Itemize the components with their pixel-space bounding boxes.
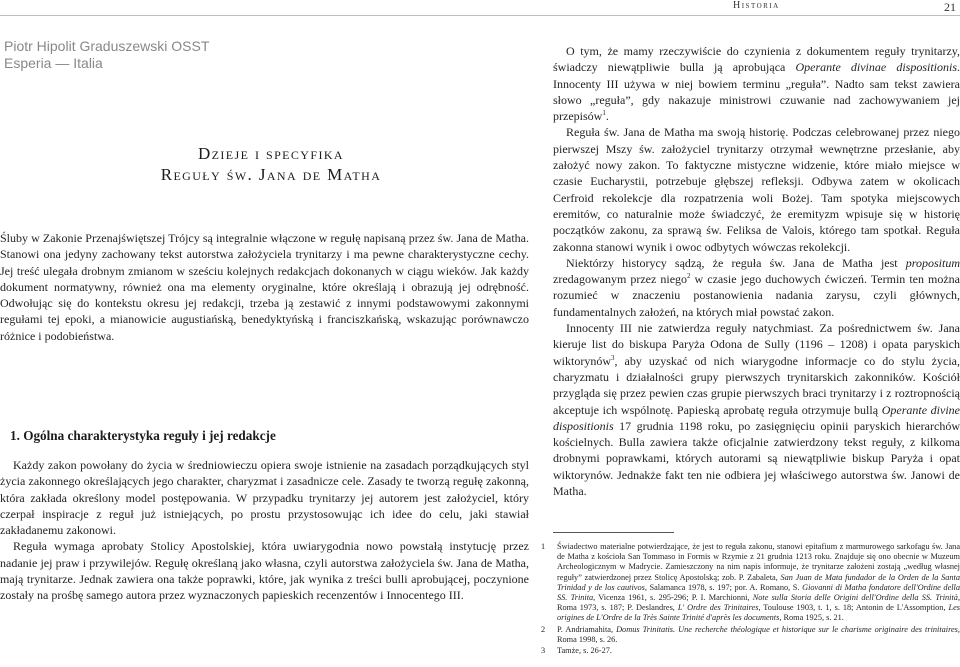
running-head: Historia (733, 0, 780, 11)
section-paragraph-2: Reguła wymaga aprobaty Stolicy Apostolskiej, która uwiarygodnia nowo powstałą instytucję przez nadanie jej praw i przywilejów. Regułę określaną jako własna, czyli autorstwa założyciela św. Jana de Matha, mają trynitarze. Jednak zawiera ona także poprawki, które, jak wynika z treści bulli aprobującej, poczynione zostały na prośbę samego autora przez wyznaczonych papieskich recenzentów i Innocentego III. (0, 539, 529, 603)
right-column (553, 43, 960, 499)
article-title (0, 143, 542, 185)
author-location: Esperia — Italia (4, 55, 103, 71)
right-paragraph-4: Innocenty III nie zatwierdza reguły natychmiast. Za pośrednictwem św. Jana kieruje list do biskupa Paryża Odona de Sully (1196 – 1208) i opata paryskich wiktorynów$^3$, aby uzyskać od nich wiarygodne informacje co do stylu życia, charyzmatu i działalności grupy pierwszych trynitarskich zakonników. Kościół przygląda się przez pewien czas grupie pierwszych braci trynitarzy i z roztropnością akceptuje ich wspólnotę. Papieską aprobatę reguła otrzymuje bullą Operante divine dispositionis 17 grudnia 1198 roku, po zasięgnięciu opinii paryskich hierarchów kościelnych. Bulla zawiera także oficjalnie zatwierdzony tekst reguły, z kilkoma drobnymi poprawkami, których autorami są niewątpliwie biskup Paryża i opat wiktorynów. Jednakże fakt ten nie odbiera jej właściwego autorstwa św. Janowi de Matha. (553, 321, 960, 499)
footnote-rule (553, 532, 674, 533)
footnote-text: Tamże, s. 26-27. (557, 646, 612, 656)
footnote-text: P. Andriamahita, Domus Trinitatis. Une recherche théologique et historique sur le charisme originaire des trinitaires, Roma 1998, s. 26. (557, 624, 960, 644)
section-paragraph-1: Każdy zakon powołany do życia w średniowieczu opiera swoje istnienie na zasadach porządkujących styl życia zakonnego określających jego charakter, charyzmat i zasadnicze cele. Zasady te tworzą regułę zakonną, która zakłada określony model postępowania. W przypadku trynitarzy jej autorem jest założyciel, który czerpał inspiracje z reguł już istniejących, po prostu przystosowując ich idee do celu, jaki stawiał zakładanemu zakonowi. (0, 458, 529, 538)
footnote-text: Świadectwo materialne potwierdzające, że jest to reguła zakonu, stanowi epitafium z marmurowego sarkofagu św. Jana de Matha z kościoła San Tommaso in Formis w Rzymie z 21 grudnia 1213 roku. Znajduje się ono obecnie w Muzeum Archeologicznym w Madrycie. Zamieszczony na nim napis informuje, że trynitarze założeni zostają „według własnej reguły” zatwierdzonej przez Stolicę Apostolską; zob. P. Zabaleta, San Juan de Mata fundador de la Orden de la Santa Trinidad y de los cautivos, Salamanca 1978, s. 197; por. A. Romano, S. Giovanni di Matha fondatore dell'Ordine della SS. Trinita, Vicenza 1961, s. 295-296; P. I. Marchionni, Note sulla Storia delle Origini dell'Ordine della SS. Trinità, Roma 1973, s. 187; P. Deslandres, L' Ordre des Trinitaires, Toulouse 1903, t. 1, s. 18; Antonin de L'Assomption, Les origines de L'Ordre de la Très Sainte Trinité d'après les documents, Roma 1925, s. 21. (557, 542, 960, 623)
footnote-number: 3 (541, 646, 546, 656)
right-paragraph-1: O tym, że mamy rzeczywiście do czynienia z dokumentem reguły trynitarzy, świadczy niewątpliwie bulla ją aprobująca Operante divinae dispositionis. Innocenty III używa w niej bowiem terminu „reguła”. Nadto sam tekst zawiera słowo „reguła”, gdy nakazuje ministrowi czuwanie nad zachowywaniem jej przepisów$^1$. (553, 44, 960, 124)
title-line-1: Dzieje i specyfika (198, 144, 344, 163)
footnote-ref-2: 2 (687, 272, 691, 281)
footnote-number: 2 (541, 624, 546, 634)
header-rule (0, 15, 960, 16)
footnote-number: 1 (541, 542, 546, 551)
footnote-2 (541, 625, 960, 645)
right-paragraph-3: Niektórzy historycy sądzą, że reguła św. Jana de Matha jest propositum zredagowanym przez niego$^2$ w czasie jego duchowych ćwiczeń. Termin ten można rozumieć w znaczeniu postanowienia nadania zarysu, czyli głównych, fundamentalnych założeń, na których miał powstać zakon. (553, 255, 960, 319)
page-number: 21 (944, 0, 956, 14)
title-line-2: Reguły św. Jana de Matha (160, 165, 382, 184)
intro-paragraph: Śluby w Zakonie Przenajświętszej Trójcy są integralnie włączone w regułę napisaną przez św. Jana de Matha. Stanowi ona jedyny zachowany tekst autorstwa założyciela trynitarzy i ma pewne charakterystyczne cechy. Jej treść ulegała drobnym zmianom w sześciu kolejnych redakcjach dokonanych w ciągu wieków. Jak każdy dokument normatywny, również ona ma elementy oryginalne, które określają i obrazują jej odrębność. Odwołując się do kontekstu okresu jej redakcji, trzeba ją zestawić z innymi podstawowymi zakonnymi regułami tej epoki, a mianowicie augustiańską, benedyktyńską i franciszkańską, wskazując porównawczo różnice i podobieństwa. (0, 231, 529, 343)
footnotes (541, 542, 960, 657)
right-paragraph-2: Reguła św. Jana de Matha ma swoją historię. Podczas celebrowanej przez niego pierwszej Mszy św. założyciel trynitarzy otrzymał wewnętrzne przesłanie, aby założyć nowy zakon. To faktyczne mistyczne widzenie, które miało miejsce w czasie Eucharystii, potrzebuje głębszej refleksji. Odbywa zatem w okolicach Cerfroid rekolekcje dla rozpatrzenia woli Bożej. Tam spotyka miejscowych eremitów, co naturalnie może świadczyć, że eremityzm wpisuje się w historię początków zakonu, za sprawą św. Feliksa de Valois, którego tam spotkał. Reguła zakonna stanowi wynik i owoc odbytych wówczas rekolekcji. (553, 125, 960, 254)
section-heading: 1. Ogólna charakterystyka reguły i jej redakcje (10, 428, 276, 443)
section-text (0, 457, 529, 604)
footnote-ref-1: 1 (602, 109, 606, 118)
footnote-3 (541, 646, 960, 656)
footnote-ref-3: 3 (611, 353, 615, 362)
author-block (4, 38, 304, 72)
intro-text (0, 230, 529, 344)
footnote-1 (541, 542, 960, 624)
author-name: Piotr Hipolit Graduszewski OSST (4, 38, 210, 54)
